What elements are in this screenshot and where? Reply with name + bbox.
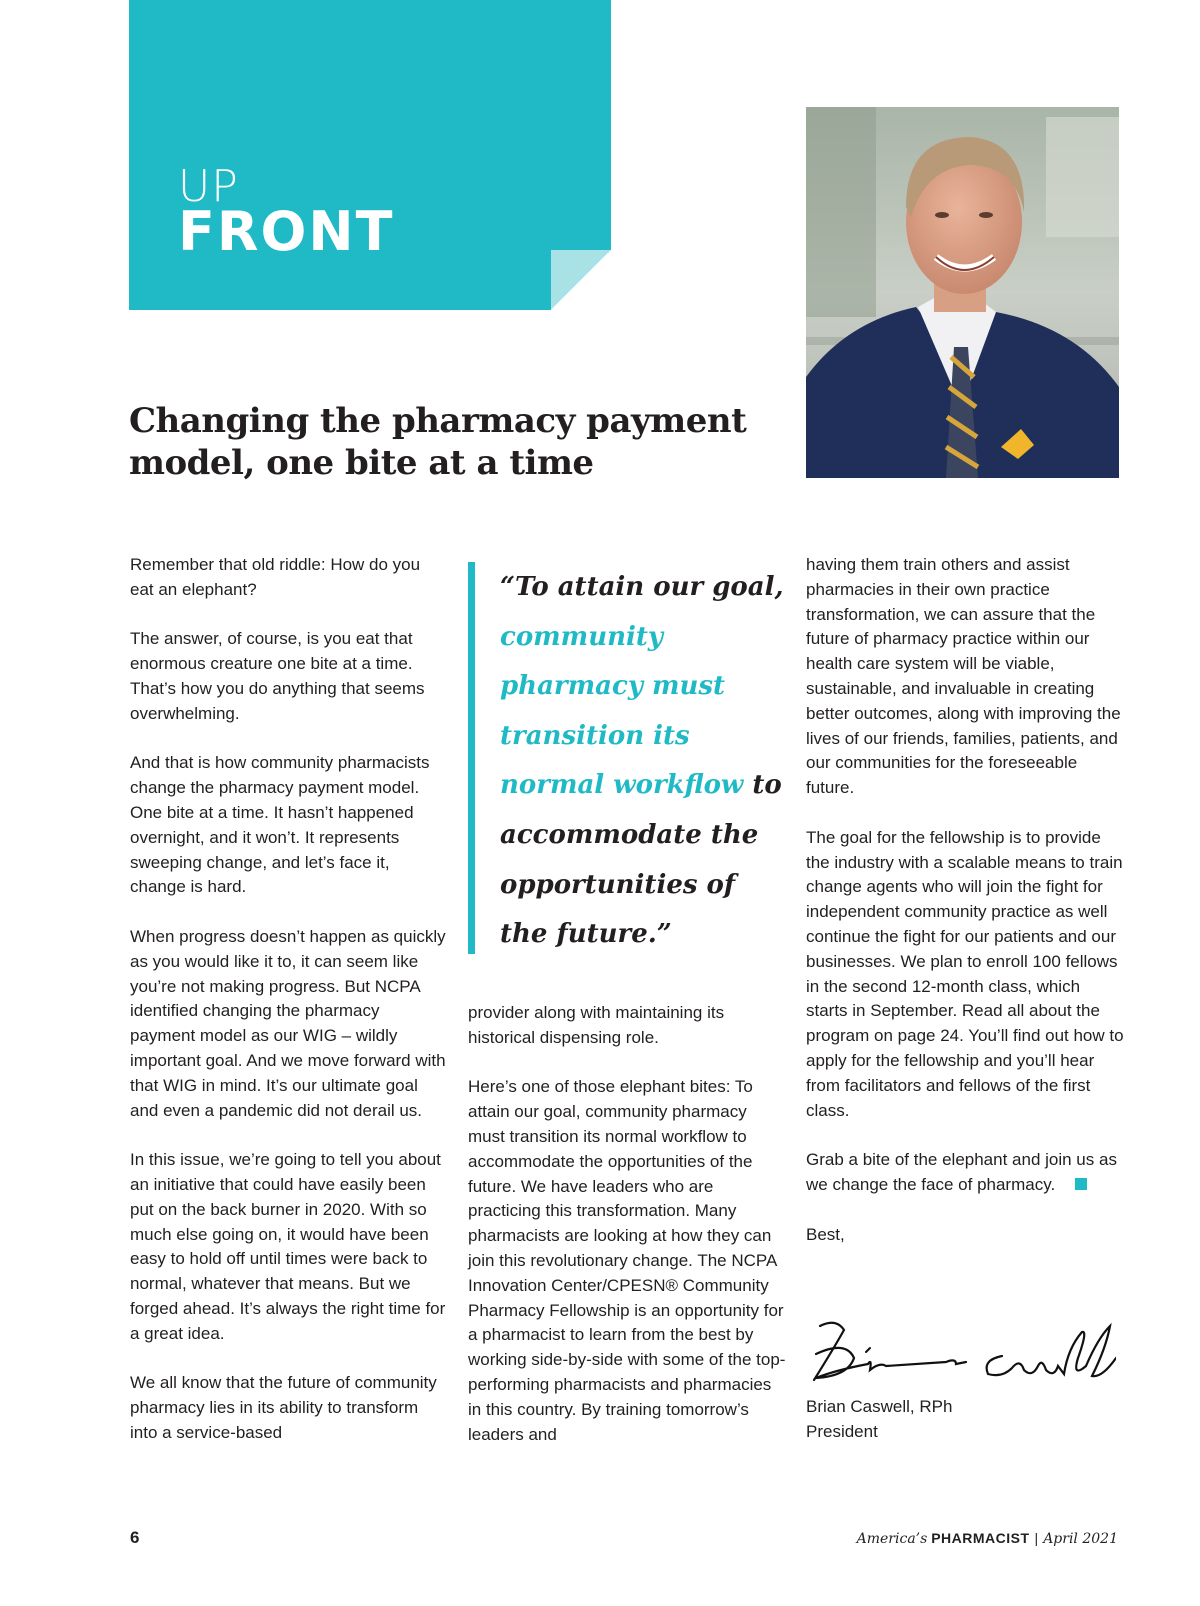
body-column-1 [130, 553, 448, 1470]
body-paragraph: provider along with maintaining its historical dispensing role. [468, 1003, 725, 1047]
magazine-name: PHARMACIST [931, 1530, 1030, 1546]
body-paragraph: having them train others and assist pharmacies in their own practice transformation, we can assure that the future of pharmacy practice within our health care system will be viable, sustainable, and invaluable in creating better outcomes, along with improving the lives of our friends, families, patients, and our communities for the foreseeable future. [806, 555, 1121, 798]
pull-quote [500, 563, 790, 960]
body-paragraph: In this issue, we’re going to tell you about an initiative that could have easily been put on the back burner in 2020. With so much else going on, it would have been easy to hold off until times were back to normal, whatever that means. But we forged ahead. It’s always the right time for a great idea. [130, 1150, 446, 1343]
issue-date: April 2021 [1043, 1531, 1118, 1547]
body-paragraph: And that is how community pharmacists change the pharmacy payment model. One bite at a time. It hasn’t happened overnight, and it won’t. It represents sweeping change, and let’s face it, change is hard. [130, 753, 430, 897]
author-name: Brian Caswell, RPh [806, 1397, 953, 1416]
closing-salutation: Best, [806, 1224, 845, 1244]
section-label-front: FRONT [178, 200, 395, 263]
pull-quote-highlight: community pharmacy must transition its normal workflow [500, 621, 744, 801]
pull-quote-text: “To attain our goal, [500, 572, 784, 602]
author-block [806, 1395, 1124, 1445]
pull-quote-rule [468, 562, 475, 954]
author-portrait-photo [806, 107, 1119, 478]
handwritten-signature [806, 1318, 1116, 1390]
body-paragraph: The answer, of course, is you eat that enormous creature one bite at a time. That’s how you do anything that seems overwhelming. [130, 629, 425, 723]
body-column-2 [468, 1001, 786, 1472]
article-headline: Changing the pharmacy payment model, one bite at a time [129, 401, 747, 483]
body-paragraph: Here’s one of those elephant bites: To attain our goal, community pharmacy must transition its normal workflow to accommodate the opportunities of the future. We have leaders who are practicing this transformation. Many pharmacists are looking at how they can join this revolutionary change. The NCPA Innovation Center/CPESN® Community Pharmacy Fellowship is an opportunity for a pharmacist to learn from the best by working side-by-side with some of the top-performing pharmacists and pharmacies in this country. By training tomorrow’s leaders and [468, 1077, 786, 1444]
body-paragraph [806, 1148, 1124, 1198]
page-curl-corner [551, 250, 611, 310]
footer-separator: | [1034, 1530, 1039, 1546]
pull-quote-text: to accommodate the opportunities of the future.” [500, 770, 782, 950]
closing-paragraph-text: Grab a bite of the elephant and join us as we change the face of pharmacy. [806, 1150, 1117, 1194]
body-paragraph: The goal for the fellowship is to provide the industry with a scalable means to train change agents who will join the fight for independent community practice as well continue the fight for our patients and our businesses. We plan to enroll 100 fellows in the second 12-month class, which starts in September. Read all about the program on page 24. You’ll find out how to apply for the fellowship and you’ll hear from facilitators and fellows of the first class. [806, 827, 1124, 1120]
page-number: 6 [130, 1528, 140, 1547]
body-column-3 [806, 553, 1124, 1272]
body-paragraph: Remember that old riddle: How do you eat an elephant? [130, 555, 421, 599]
body-paragraph: When progress doesn’t happen as quickly as you would like it to, it can seem like you’re not making progress. But NCPA identified changing the pharmacy payment model as our WIG – wildly important goal. And we move forward with that WIG in mind. It’s our ultimate goal and even a pandemic did not derail us. [130, 926, 446, 1120]
teal-square-icon [1075, 1178, 1087, 1190]
magazine-prefix: America’s [856, 1531, 928, 1547]
body-paragraph: We all know that the future of community pharmacy lies in its ability to transform into a service-based [130, 1373, 437, 1442]
section-label-up: UP [178, 161, 239, 212]
author-title: President [806, 1421, 878, 1441]
section-banner [129, 0, 611, 310]
running-footer [857, 1530, 1118, 1547]
